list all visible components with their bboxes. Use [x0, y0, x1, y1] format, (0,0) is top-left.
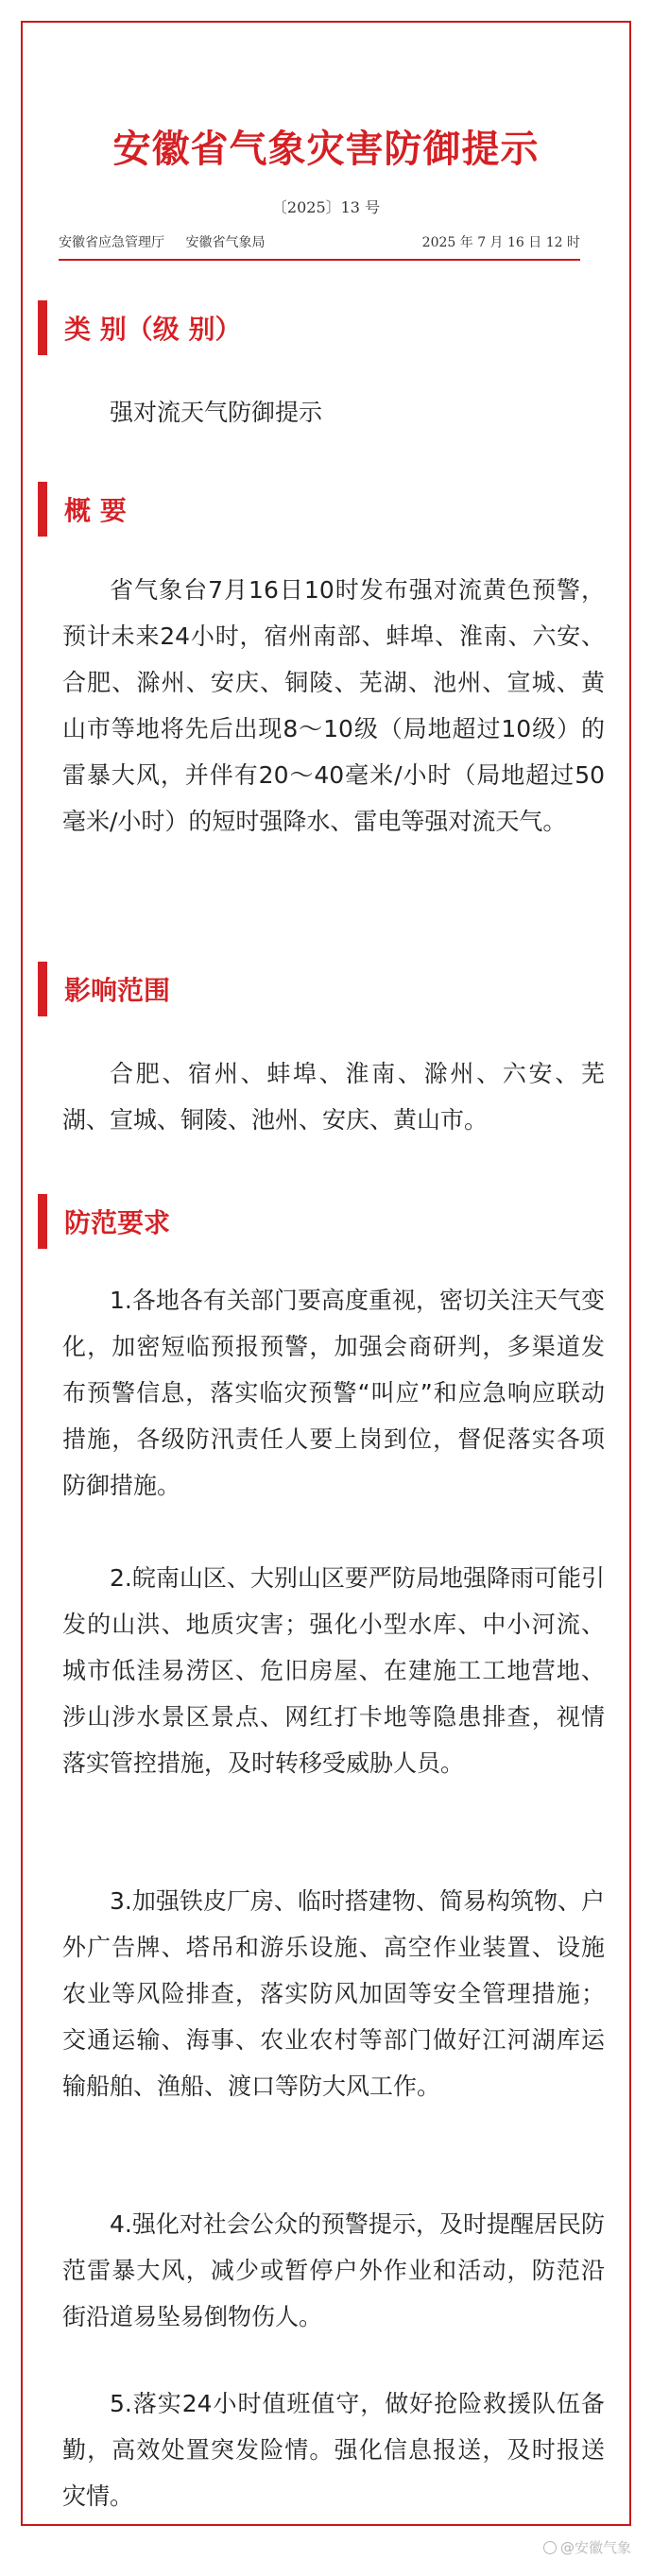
issuer-weather-bureau: 安徽省气象局: [185, 235, 266, 250]
heading-bar: [38, 1194, 47, 1249]
document-number: 〔2025〕13 号: [271, 198, 381, 216]
heading-bar: [38, 300, 47, 355]
document-title: 安徽省气象灾害防御提示: [112, 127, 540, 171]
weibo-watermark: [543, 2537, 631, 2557]
requirement-item-3: 3.加强铁皮厂房、临时搭建物、简易构筑物、户外广告牌、塔吊和游乐设施、高空作业装置、设施农业等风险排查，落实防风加固等安全管理措施；交通运输、海事、农业农村等部门做好江河湖库运输船舶、渔船、渡口等防大风工作。: [62, 1887, 605, 2100]
issuer-line: [59, 232, 580, 251]
requirement-item-2: 2.皖南山区、大别山区要严防局地强降雨可能引发的山洪、地质灾害；强化小型水库、中小河流、城市低洼易涝区、危旧房屋、在建施工工地营地、涉山涉水景区景点、网红打卡地等隐患排查，视情落实管控措施，及时转移受威胁人员。: [62, 1564, 605, 1777]
section-heading-requirements: [38, 1194, 170, 1249]
heading-label: 类 别（级 别）: [64, 314, 242, 345]
weibo-icon: [543, 2541, 557, 2554]
heading-label: 概 要: [64, 495, 127, 526]
heading-label: 影响范围: [64, 975, 171, 1006]
heading-bar: [38, 962, 47, 1016]
section-heading-impact: [38, 962, 170, 1016]
requirement-item-4: 4.强化对社会公众的预警提示，及时提醒居民防范雷暴大风，减少或暂停户外作业和活动，防范沿街沿道易坠易倒物伤人。: [62, 2210, 605, 2330]
heading-bar: [38, 482, 47, 537]
watermark-text: @安徽气象: [560, 2539, 632, 2556]
section-heading-overview: [38, 482, 127, 537]
issue-date: 2025 年 7 月 16 日 12 时: [421, 235, 580, 250]
header-divider: [59, 259, 580, 261]
section-heading-category: [38, 300, 242, 355]
issuer-emergency-dept: 安徽省应急管理厅: [59, 235, 164, 250]
heading-label: 防范要求: [64, 1207, 171, 1238]
impact-text: 合肥、宿州、蚌埠、淮南、滁州、六安、芜湖、宣城、铜陵、池州、安庆、黄山市。: [62, 1060, 605, 1134]
issuers: [59, 232, 282, 251]
requirement-item-1: 1.各地各有关部门要高度重视，密切关注天气变化，加密短临预报预警，加强会商研判，多渠道发布预警信息，落实临灾预警“叫应”和应急响应联动措施，各级防汛责任人要上岗到位，督促落实各项防御措施。: [62, 1287, 605, 1499]
category-text: 强对流天气防御提示: [110, 399, 323, 426]
overview-text: 省气象台7月16日10时发布强对流黄色预警，预计未来24小时，宿州南部、蚌埠、淮南、六安、合肥、滁州、安庆、铜陵、芜湖、池州、宣城、黄山市等地将先后出现8～10级（局地超过10级）的雷暴大风，并伴有20～40毫米/小时（局地超过50毫米/小时）的短时强降水、雷电等强对流天气。: [62, 576, 605, 835]
requirement-item-5: 5.落实24小时值班值守，做好抢险救援队伍备勤，高效处置突发险情。强化信息报送，及时报送灾情。: [62, 2390, 605, 2510]
